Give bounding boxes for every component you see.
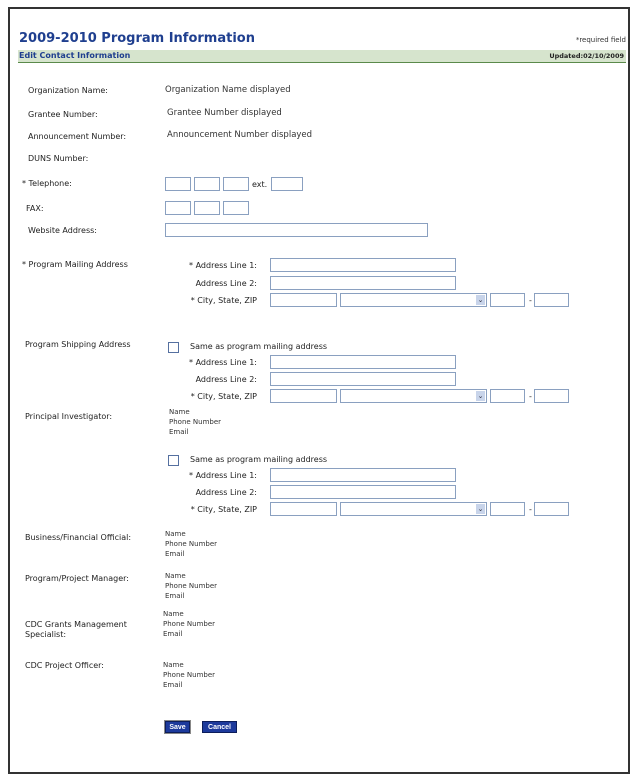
page-title: 2009-2010 Program Information [19,31,255,46]
telephone-label: * Telephone: [22,179,72,188]
fax-label: FAX: [26,204,44,213]
shipping-city-input[interactable] [270,389,337,403]
org-value: Organization Name displayed [165,85,291,95]
zip-dash: - [529,392,532,401]
fax-line-input[interactable] [223,201,249,215]
pi-state-select[interactable] [340,502,487,516]
shipping-address-label: Program Shipping Address [25,340,131,349]
contact-email: Email [163,681,183,689]
shipping-city-label: * City, State, ZIP [190,392,257,401]
phone-prefix-input[interactable] [194,177,220,191]
shipping-state-select[interactable] [340,389,487,403]
chevron-down-icon: ⌄ [477,392,484,400]
grantee-value: Grantee Number displayed [167,108,282,118]
shipping-addr2-input[interactable] [270,372,456,386]
org-label: Organization Name: [28,86,108,95]
pi-email: Email [169,428,189,436]
project-officer-label: CDC Project Officer: [25,661,104,670]
business-official-contact [165,529,217,559]
contact-name: Name [163,610,184,618]
mailing-city-label: * City, State, ZIP [190,296,257,305]
ext-label: ext. [252,180,268,189]
shipping-zip-input[interactable] [490,389,525,403]
pi-same-checkbox[interactable] [168,455,179,466]
contact-phone: Phone Number [163,671,216,679]
phone-line-input[interactable] [223,177,249,191]
contact-email: Email [165,550,185,558]
duns-label: DUNS Number: [28,154,89,163]
required-note: *required field [575,36,626,44]
business-official-label: Business/Financial Official: [25,533,132,542]
website-label: Website Address: [28,226,97,235]
contact-name: Name [163,661,184,669]
contact-email: Email [163,630,183,638]
pi-same-label: Same as program mailing address [190,455,328,464]
contact-name: Name [165,530,186,538]
pi-label: Principal Investigator: [25,412,113,421]
mailing-address-label: * Program Mailing Address [22,260,128,269]
updated-date: Updated:02/10/2009 [549,52,624,60]
cancel-button[interactable]: Cancel [202,721,237,733]
announcement-value: Announcement Number displayed [167,130,313,140]
pi-contact [169,407,221,437]
phone-area-input[interactable] [165,177,191,191]
shipping-addr1-input[interactable] [270,355,456,369]
project-manager-label: Program/Project Manager: [25,574,129,583]
fax-area-input[interactable] [165,201,191,215]
grants-specialist-label: CDC Grants Management Specialist: [25,620,127,639]
contact-email: Email [165,592,185,600]
pi-addr1-label: * Address Line 1: [189,471,257,480]
fax-prefix-input[interactable] [194,201,220,215]
mailing-zip-input[interactable] [490,293,525,307]
shipping-same-checkbox[interactable] [168,342,179,353]
section-title: Edit Contact Information [19,51,131,60]
announcement-label: Announcement Number: [28,132,127,141]
pi-zip4-input[interactable] [534,502,569,516]
save-button[interactable]: Save [165,721,190,733]
pi-city-label: * City, State, ZIP [190,505,257,514]
website-input[interactable] [165,223,428,237]
contact-name: Name [165,572,186,580]
pi-addr2-label: Address Line 2: [195,488,257,497]
zip-dash: - [529,296,532,305]
chevron-down-icon: ⌄ [477,296,484,304]
mailing-addr1-input[interactable] [270,258,456,272]
shipping-zip4-input[interactable] [534,389,569,403]
shipping-same-label: Same as program mailing address [190,342,328,351]
mailing-addr2-input[interactable] [270,276,456,290]
contact-phone: Phone Number [165,540,218,548]
chevron-down-icon: ⌄ [477,505,484,513]
pi-zip-input[interactable] [490,502,525,516]
mailing-addr1-label: * Address Line 1: [189,261,257,270]
grants-specialist-contact [163,609,215,639]
project-officer-contact [163,660,215,690]
shipping-addr1-label: * Address Line 1: [189,358,257,367]
phone-ext-input[interactable] [271,177,303,191]
contact-phone: Phone Number [163,620,216,628]
section-bar [18,50,626,63]
mailing-zip4-input[interactable] [534,293,569,307]
mailing-state-select[interactable] [340,293,487,307]
pi-addr2-input[interactable] [270,485,456,499]
pi-name: Name [169,408,190,416]
pi-city-input[interactable] [270,502,337,516]
zip-dash: - [529,505,532,514]
contact-phone: Phone Number [165,582,218,590]
shipping-addr2-label: Address Line 2: [195,375,257,384]
pi-addr1-input[interactable] [270,468,456,482]
grantee-label: Grantee Number: [28,110,98,119]
pi-phone: Phone Number [169,418,222,426]
project-manager-contact [165,571,217,601]
mailing-addr2-label: Address Line 2: [195,279,257,288]
mailing-city-input[interactable] [270,293,337,307]
